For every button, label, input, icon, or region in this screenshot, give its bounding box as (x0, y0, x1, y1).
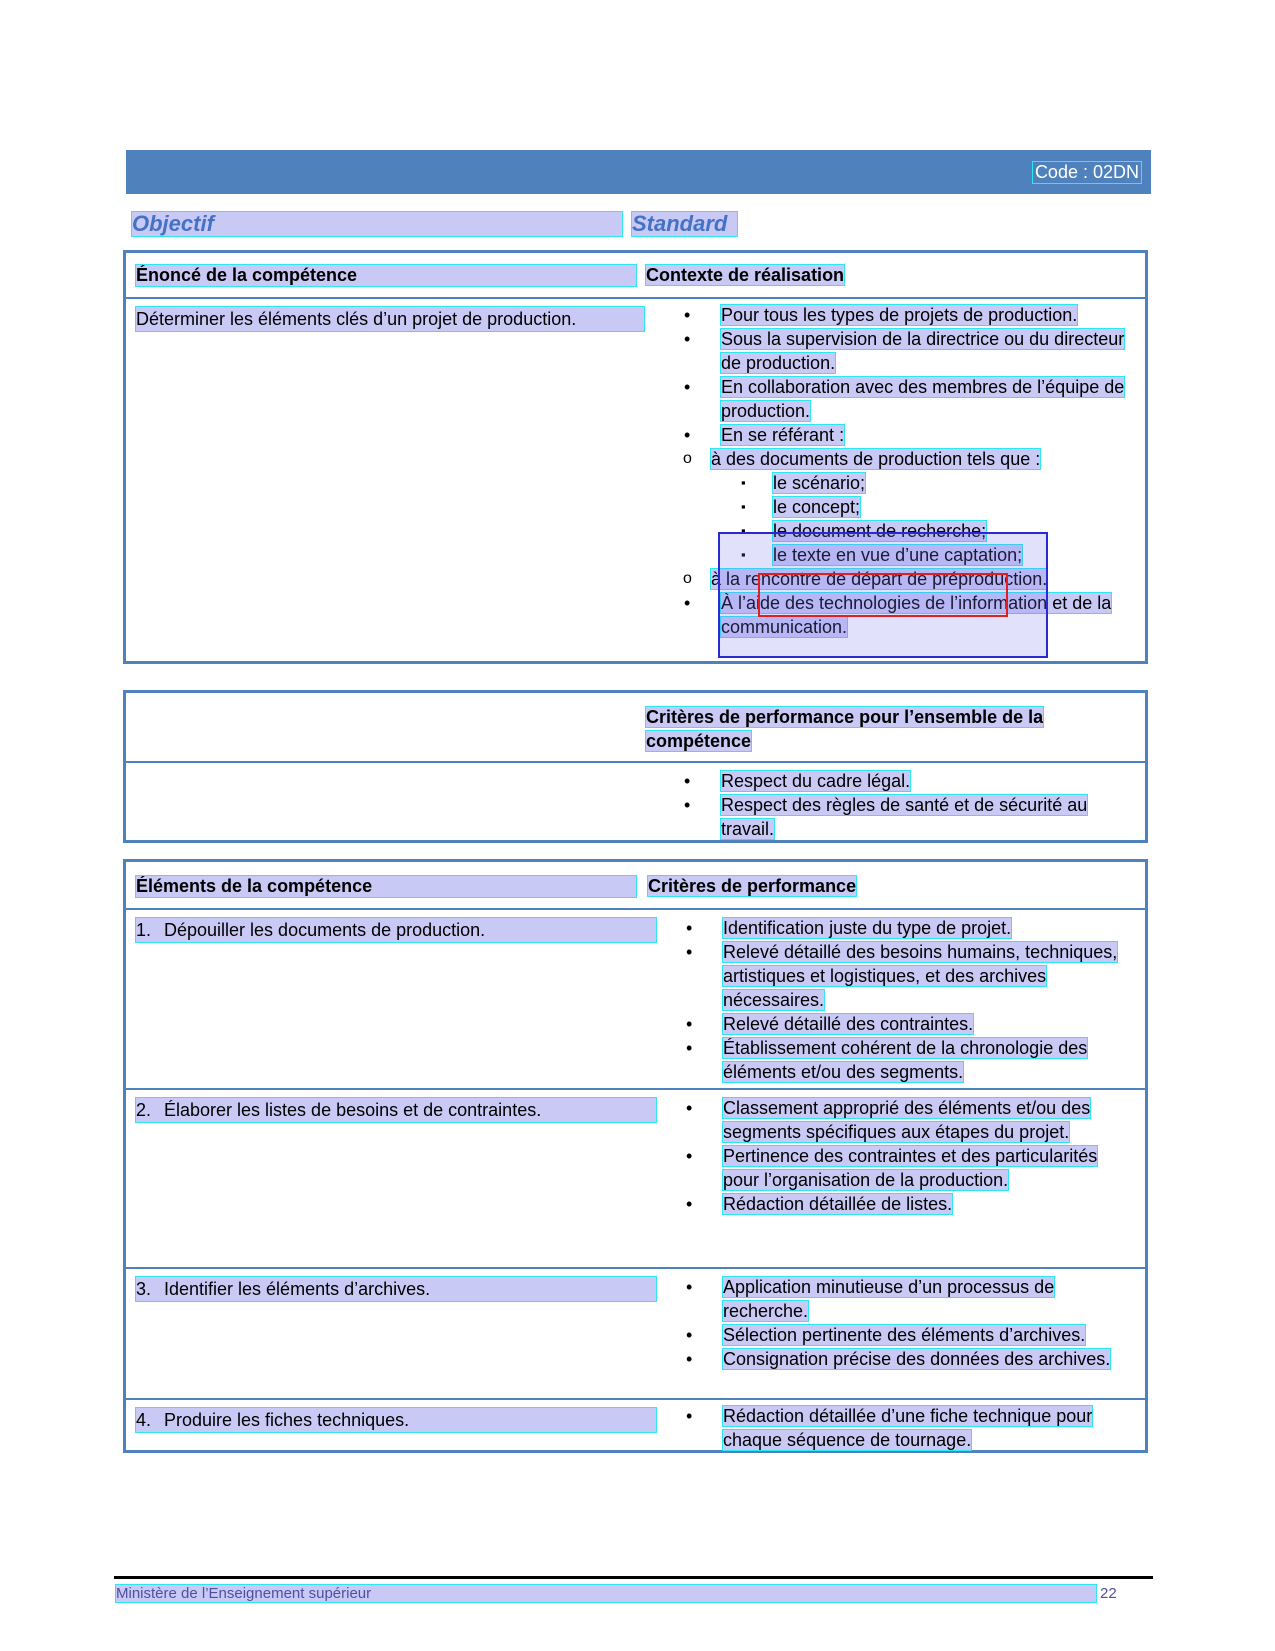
critere-item: • Établissement cohérent de la chronologie des éléments et/ou des segments. (648, 1036, 1137, 1084)
critere-ensemble-item: • Respect du cadre légal. (646, 769, 1137, 793)
table2-header-row (126, 693, 1145, 761)
critere-item: • Classement approprié des éléments et/ou des segments spécifiques aux étapes du projet. (648, 1096, 1137, 1144)
critere-item: • Rédaction détaillée d’une fiche technique pour chaque séquence de tournage. (648, 1404, 1137, 1452)
enonce-text: Déterminer les éléments clés d’un projet de production. (136, 307, 644, 331)
contexte-bullet: • En collaboration avec des membres de l’équipe de production. (646, 375, 1137, 423)
document-item: ▪ le concept; (741, 495, 1137, 519)
critere-item: • Consignation précise des données des archives. (648, 1347, 1137, 1371)
element-text: 1. Dépouiller les documents de production. (136, 918, 656, 942)
critere-item: • Sélection pertinente des éléments d’archives. (648, 1323, 1137, 1347)
contexte-bullet: • Sous la supervision de la directrice ou du directeur de production. (646, 327, 1137, 375)
contexte-header: Contexte de réalisation (646, 265, 845, 285)
table1-header-row (126, 253, 1145, 297)
selection-highlight[interactable] (758, 573, 1008, 617)
objectif-label: Objectif (132, 212, 622, 236)
page-number: 22 (1100, 1585, 1117, 1602)
document-item: ▪ le texte en vue d’une captation; (741, 543, 1137, 567)
code-label: Code : 02DN (1034, 162, 1139, 182)
document-item: ▪ le scénario; (741, 471, 1137, 495)
critere-item: • Rédaction détaillée de listes. (648, 1192, 1137, 1216)
table-row (126, 1267, 1145, 1398)
code-bar (122, 150, 1151, 194)
table3-header-row (126, 862, 1145, 908)
table-criteres-ensemble (123, 690, 1148, 843)
document-item: ▪ le document de recherche; (741, 519, 1137, 543)
table2-body-row (126, 761, 1145, 841)
critere-item: • Relevé détaillé des besoins humains, techniques, artistiques et logistiques, et des archives nécessaires. (648, 940, 1137, 1012)
critere-ensemble-item: • Respect des règles de santé et de sécurité au travail. (646, 793, 1137, 841)
enonce-header: Énoncé de la compétence (136, 265, 636, 286)
contexte-bullet: • En se référant : o à des documents de production tels que : ▪ le scénario; ▪ le concept; ▪ le document de recherche; ▪ le texte en vue d’une captation; o à la rencontre de départ de préproduction. (646, 423, 1137, 591)
table-row (126, 1088, 1145, 1267)
footer-ministry: Ministère de l’Enseignement supérieur (116, 1585, 1096, 1602)
element-text: 4. Produire les fiches techniques. (136, 1408, 656, 1432)
critere-item: • Identification juste du type de projet. (648, 916, 1137, 940)
element-text: 2. Élaborer les listes de besoins et de contraintes. (136, 1098, 656, 1122)
standard-label: Standard (632, 212, 737, 236)
table-row (126, 908, 1145, 1088)
criteres-header: Critères de performance (648, 876, 857, 896)
critere-item: • Pertinence des contraintes et des particularités pour l’organisation de la production. (648, 1144, 1137, 1192)
elements-header: Éléments de la compétence (136, 876, 636, 897)
critere-item: • Relevé détaillé des contraintes. (648, 1012, 1137, 1036)
criteres-ensemble-header: Critères de performance pour l’ensemble de la compétence (646, 707, 1044, 751)
critere-item: • Application minutieuse d’un processus de recherche. (648, 1275, 1137, 1323)
table-elements-criteres (123, 859, 1148, 1453)
contexte-subbullet: o à des documents de production tels que : ▪ le scénario; ▪ le concept; ▪ le document de recherche; ▪ le texte en vue d’une captation; (683, 447, 1137, 567)
table-row (126, 1398, 1145, 1456)
contexte-bullet: • Pour tous les types de projets de production. (646, 303, 1137, 327)
element-text: 3. Identifier les éléments d’archives. (136, 1277, 656, 1301)
footer-rule (114, 1576, 1153, 1579)
contexte-subbullet: o à la rencontre de départ de préproduction. (683, 567, 1137, 591)
contexte-bullet: • À l’aide des technologies de l’information et de la communication. (646, 591, 1137, 639)
